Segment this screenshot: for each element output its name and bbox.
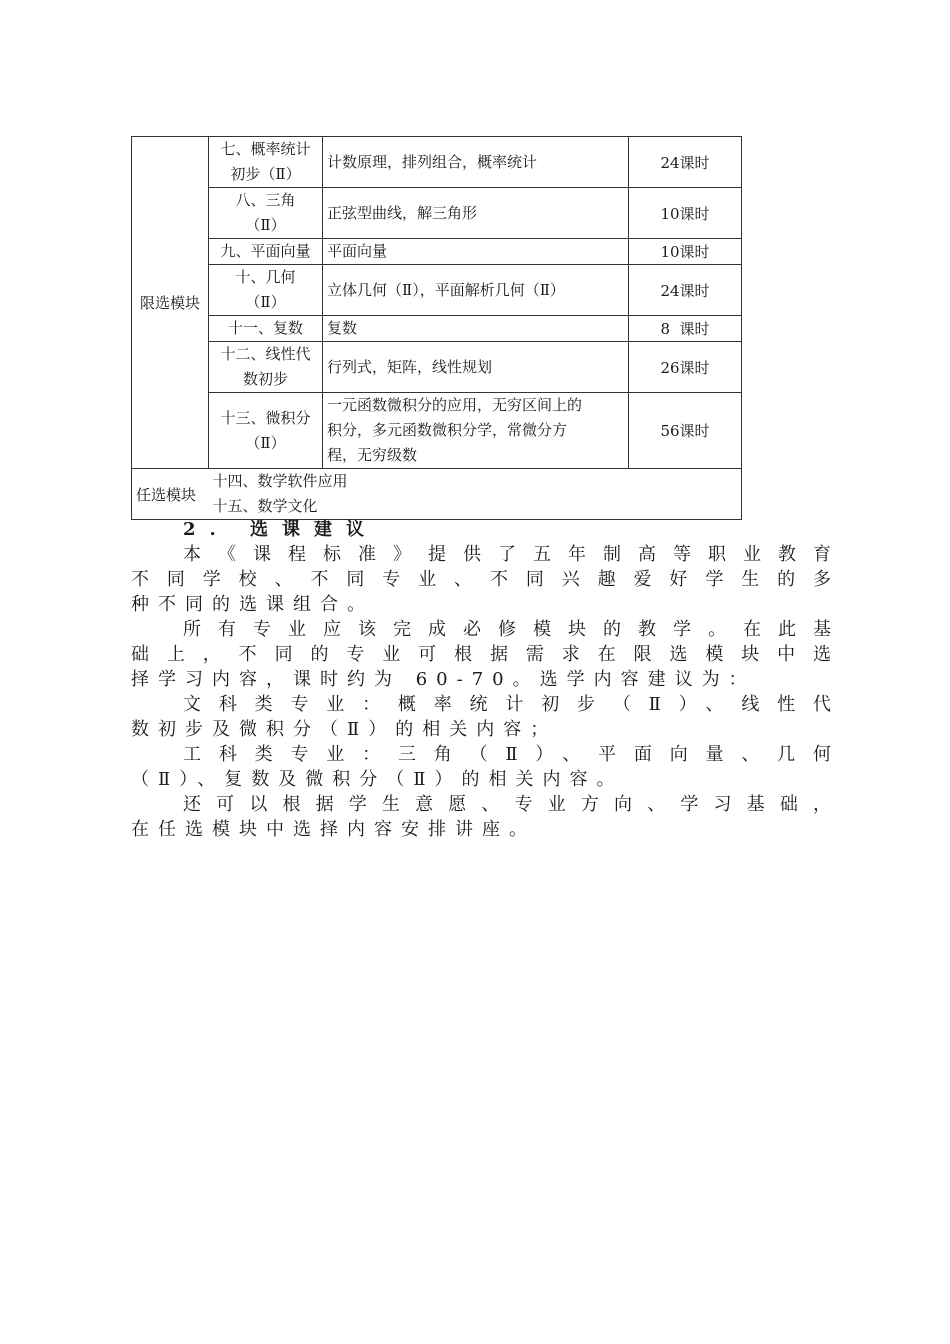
module-content-cell: [323, 239, 629, 265]
module-row: [132, 393, 742, 469]
paragraph: [131, 692, 831, 742]
paragraph-line: 所有专业应该完成必修模块的教学。在此基: [183, 619, 831, 640]
module-content-cell: [323, 342, 629, 393]
module-row: [132, 188, 742, 239]
module-content-line: 正弦型曲线，解三角形: [327, 203, 478, 222]
module-table: [131, 136, 742, 520]
section-text: [131, 517, 831, 842]
module-content-line: 复数: [327, 319, 358, 337]
module-content-line: 程，无穷级数: [327, 446, 418, 464]
module-content-cell: [323, 137, 629, 188]
paragraph-line: 种不同的选课组合。: [131, 594, 374, 615]
module-hours-cell: 56课时: [629, 393, 742, 469]
module-name-cell: [209, 239, 323, 265]
paragraph-line: 在任选模块中选择内容安排讲座。: [131, 819, 536, 840]
module-row: [132, 137, 742, 188]
module-row: [132, 342, 742, 393]
optional-category-cell: 任选模块: [132, 469, 209, 520]
module-hours-cell: 24课时: [629, 265, 742, 316]
module-content-line: 计数原理，排列组合，概率统计: [327, 152, 538, 171]
module-content-cell: [323, 188, 629, 239]
module-name-line: 七、概率统计: [220, 140, 311, 158]
module-row: [132, 316, 742, 342]
module-name-line: 十三、微积分: [220, 408, 311, 427]
module-content-line: 立体几何（Ⅱ），平面解析几何（Ⅱ）: [327, 280, 565, 299]
module-hours-cell: 26课时: [629, 342, 742, 393]
module-name-line: 八、三角: [235, 191, 296, 209]
module-row: [132, 239, 742, 265]
module-name-line: 数初步: [242, 370, 288, 388]
module-hours-cell: 10课时: [629, 239, 742, 265]
optional-row: [132, 469, 742, 520]
module-content-line: 行列式，矩阵，线性规划: [327, 357, 493, 376]
optional-items-cell: [209, 469, 742, 520]
section-heading: 2. 选课建议: [183, 519, 379, 540]
module-hours-cell: 10课时: [629, 188, 742, 239]
paragraph: [131, 542, 831, 617]
module-name-cell: [209, 188, 323, 239]
module-content-cell: [323, 316, 629, 342]
module-content-cell: [323, 265, 629, 316]
module-name-line: 初步（Ⅱ）: [230, 165, 301, 183]
module-name-cell: [209, 137, 323, 188]
module-row: [132, 265, 742, 316]
paragraph-line: 不同学校、不同专业、不同兴趣爱好学生的多: [131, 569, 831, 590]
paragraph-line: （Ⅱ）、复数及微积分（Ⅱ）的相关内容。: [131, 769, 624, 790]
paragraph-line: 择学习内容，课时约为 60-70。选学内容建议为：: [131, 669, 756, 690]
paragraph-line: 本《课程标准》提供了五年制高等职业教育: [183, 544, 831, 565]
paragraph: [131, 617, 831, 692]
module-name-cell: [209, 265, 323, 316]
module-name-line: （Ⅱ）: [245, 216, 286, 234]
module-content-line: 积分，多元函数微积分学，常微分方: [327, 421, 568, 439]
module-content-line: 平面向量: [327, 242, 388, 260]
module-hours-cell: 8 课时: [629, 316, 742, 342]
module-name-cell: [209, 342, 323, 393]
paragraph-line: 础上，不同的专业可根据需求在限选模块中选: [131, 644, 831, 665]
module-name-line: 十一、复数: [227, 319, 303, 337]
restricted-category-cell: 限选模块: [132, 137, 209, 469]
module-content-cell: [323, 393, 629, 469]
module-name-line: 十二、线性代: [220, 345, 311, 363]
module-name-line: 十、几何: [235, 268, 296, 286]
module-name-line: （Ⅱ）: [245, 433, 286, 452]
module-name-line: （Ⅱ）: [245, 293, 286, 311]
optional-item: 十四、数学软件应用: [212, 472, 348, 490]
module-name-line: 九、平面向量: [220, 242, 311, 260]
module-hours-cell: 24课时: [629, 137, 742, 188]
paragraph-line: 工科类专业：三角（Ⅱ）、平面向量、几何: [183, 744, 831, 765]
module-name-cell: [209, 393, 323, 469]
paragraph-line: 还可以根据学生意愿、专业方向、学习基础，: [183, 794, 831, 815]
module-content-line: 一元函数微积分的应用，无穷区间上的: [327, 396, 583, 414]
optional-item: 十五、数学文化: [212, 497, 318, 515]
module-name-cell: [209, 316, 323, 342]
paragraph-line: 文科类专业：概率统计初步（Ⅱ）、线性代: [183, 694, 831, 715]
paragraph-line: 数初步及微积分（Ⅱ）的相关内容；: [131, 719, 558, 740]
paragraph: [131, 792, 831, 842]
paragraph: [131, 742, 831, 792]
